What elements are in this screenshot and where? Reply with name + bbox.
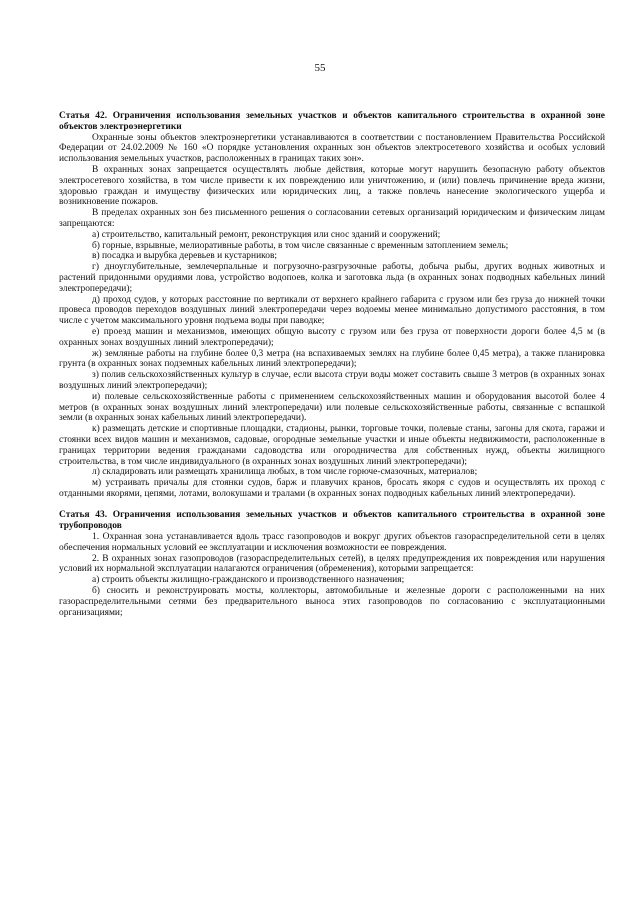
article-42-paragraph: В охранных зонах запрещается осуществлять любые действия, которые могут нарушить безопасную работу объектов электросетевого хозяйства, в том числе привести к их повреждению или уничтожению, и (или) повлечь причинение вреда жизни, здоровью граждан и имуществу физических или юридических лиц, а также повлечь нанесение экологического ущерба и возникновение пожаров. [59,164,605,208]
article-42-list-item-g: г) дноуглубительные, землечерпальные и погрузочно-разгрузочные работы, добыча рыбы, других водных животных и растений придонными орудиями лова, устройство водопоев, колка и заготовка льда (в охранных зонах подводных кабельных линий электропередачи); [59,262,605,294]
article-43-list-item-b: б) сносить и реконструировать мосты, коллекторы, автомобильные и железные дороги с расположенными на них газораспределительными сетями без предварительного выноса этих газопроводов по согласованию с эксплуатационными организациями; [59,586,605,618]
article-42-list-item-d: д) проход судов, у которых расстояние по вертикали от верхнего крайнего габарита с грузом или без груза до нижней точки провеса проводов переходов воздушных линий электропередачи через водоемы менее минимально допустимого расстояния, в том числе с учетом максимального уровня подъема воды при паводке; [59,294,605,327]
article-42-list-item-m: м) устраивать причалы для стоянки судов, барж и плавучих кранов, бросать якоря с судов и осуществлять их проход с отданными якорями, цепями, лотами, волокушами и тралами (в охранных зонах подводных кабельных линий электропередачи). [59,478,605,499]
article-42-list-item-zh: ж) земляные работы на глубине более 0,3 метра (на вспахиваемых землях на глубине более 0,45 метра), а также планировка грунта (в охранных зонах подземных кабельных линий электропередачи); [59,348,605,370]
article-43-paragraph: 1. Охранная зона устанавливается вдоль трасс газопроводов и вокруг других объектов газораспределительной сети в целях обеспечения нормальных условий ее эксплуатации и исключения возможности ее повреждения. [59,532,605,553]
article-42-list-item-z: з) полив сельскохозяйственных культур в случае, если высота струи воды может составить свыше 3 метров (в охранных зонах воздушных линий электропередачи); [59,370,605,391]
document-body [59,111,605,618]
article-43-paragraph: 2. В охранных зонах газопроводов (газораспределительных сетей), в целях предупреждения их повреждения или нарушения условий их нормальной эксплуатации налагаются ограничения (обременения), которыми запрещается: [59,553,605,575]
page-number: 55 [314,62,326,74]
article-42-list-item-b: б) горные, взрывные, мелиоративные работы, в том числе связанные с временным затоплением земель; [92,240,509,251]
article-42-list-item-a: а) строительство, капитальный ремонт, реконструкция или снос зданий и сооружений; [92,229,441,240]
article-42-list-item-v: в) посадка и вырубка деревьев и кустарников; [92,251,278,262]
article-43-list-item-a: а) строить объекты жилищно-гражданского и производственного назначения; [92,575,405,586]
article-42-list-item-k: к) размещать детские и спортивные площадки, стадионы, рынки, торговые точки, полевые станы, загоны для скота, гаражи и стоянки всех видов машин и механизмов, садовые, огородные земельные участки и иные объекты недвижимости, расположенные в границах территории ведения гражданами садоводства или огородничества для собственных нужд, объекты жилищного строительства, в том числе индивидуального (в охранных зонах воздушных линий электропередачи); [59,424,605,467]
article-42-paragraph: Охранные зоны объектов электроэнергетики устанавливаются в соответствии с постановлением Правительства Российской Федерации от 24.02.2009 № 160 «О порядке установления охранных зон объектов электросетевого хозяйства и особых условий использования земельных участков, расположенных в границах таких зон». [59,132,605,165]
article-42-list-item-l: л) складировать или размещать хранилища любых, в том числе горюче-смазочных, материалов; [92,467,478,478]
article-42-heading: Статья 42. Ограничения использования земельных участков и объектов капитального строительства в охранной зоне объектов электроэнергетики [59,111,605,132]
section-spacer [59,500,605,511]
article-42-list-item-e: е) проезд машин и механизмов, имеющих общую высоту с грузом или без груза от поверхности дороги более 4,5 м (в охранных зонах воздушных линий электропередачи); [59,326,605,348]
article-43-heading: Статья 43. Ограничения использования земельных участков и объектов капитального строительства в охранной зоне трубопроводов [59,510,605,532]
article-42-list-item-i: и) полевые сельскохозяйственные работы с применением сельскохозяйственных машин и оборудования высотой более 4 метров (в охранных зонах воздушных линий электропередачи) или полевые сельскохозяйственные работы, связанные с вспашкой земли (в охранных зонах кабельных линий электропередачи). [59,391,605,424]
article-42-paragraph: В пределах охранных зон без письменного решения о согласовании сетевых организаций юридическим и физическим лицам запрещаются: [59,208,605,229]
